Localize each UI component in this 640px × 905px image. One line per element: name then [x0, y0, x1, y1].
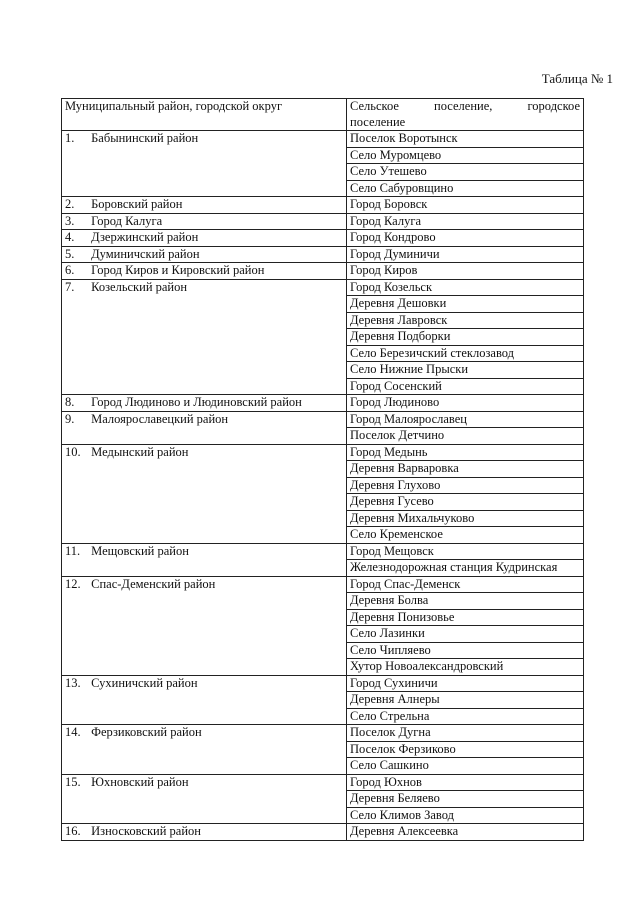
district-number: 12. — [65, 576, 81, 591]
settlement-name: Село Кременское — [350, 527, 443, 541]
settlement-cell — [347, 395, 584, 412]
settlement-cell — [347, 197, 584, 214]
district-name: Медынский район — [91, 444, 189, 459]
district-number: 9. — [65, 411, 75, 426]
settlement-name: Село Сабуровщино — [350, 180, 454, 195]
settlement-cell — [347, 477, 584, 494]
district-name: Износковский район — [91, 824, 201, 838]
district-number: 4. — [65, 230, 75, 244]
district-number: 1. — [65, 131, 75, 145]
district-name: Думиничский район — [91, 246, 200, 261]
settlement-cell — [347, 609, 584, 626]
table-row — [62, 774, 584, 791]
settlement-name: Село Березичский стеклозавод — [350, 345, 515, 360]
settlement-cell — [347, 725, 584, 742]
settlement-name: Село Стрельна — [350, 708, 430, 723]
settlement-cell — [347, 263, 584, 280]
district-name: Ферзиковский район — [91, 725, 202, 739]
settlement-name: Город Малоярославец — [350, 411, 467, 426]
header-settlement-line1: Сельское поселение, городское — [350, 99, 580, 113]
settlement-cell — [347, 807, 584, 824]
table-row — [62, 824, 584, 841]
table-row — [62, 576, 584, 593]
settlement-cell — [347, 345, 584, 362]
table-row — [62, 411, 584, 428]
district-cell — [62, 131, 347, 197]
settlement-cell — [347, 774, 584, 791]
table-row — [62, 230, 584, 247]
settlement-name: Город Козельск — [350, 279, 433, 294]
settlement-cell — [347, 543, 584, 560]
district-number: 6. — [65, 263, 75, 277]
settlement-name: Город Мещовск — [350, 543, 434, 558]
settlement-cell — [347, 692, 584, 709]
settlement-cell — [347, 131, 584, 148]
settlement-name: Деревня Гусево — [350, 494, 434, 508]
district-cell — [62, 824, 347, 841]
settlement-cell — [347, 824, 584, 841]
district-name: Спас-Деменский район — [91, 576, 216, 591]
district-cell — [62, 576, 347, 675]
settlement-name: Хутор Новоалександровский — [350, 659, 504, 673]
district-number: 2. — [65, 197, 75, 211]
settlement-cell — [347, 411, 584, 428]
district-name: Мещовский район — [91, 543, 189, 558]
table-row — [62, 131, 584, 148]
settlement-cell — [347, 296, 584, 313]
table-row — [62, 725, 584, 742]
header-district — [62, 99, 347, 131]
settlement-name: Деревня Дешовки — [350, 296, 447, 310]
district-name: Бабынинский район — [91, 131, 199, 145]
district-cell — [62, 543, 347, 576]
district-cell — [62, 263, 347, 280]
district-cell — [62, 279, 347, 395]
settlement-name: Деревня Михальчуково — [350, 510, 475, 525]
settlement-cell — [347, 147, 584, 164]
header-row — [62, 99, 584, 131]
settlement-cell — [347, 230, 584, 247]
settlement-cell — [347, 675, 584, 692]
district-number: 8. — [65, 395, 75, 409]
district-cell — [62, 246, 347, 263]
table-row — [62, 444, 584, 461]
settlement-name: Село Сашкино — [350, 758, 429, 772]
settlement-name: Город Кондрово — [350, 230, 436, 244]
settlement-cell — [347, 444, 584, 461]
table-row — [62, 279, 584, 296]
settlement-cell — [347, 659, 584, 676]
district-number: 13. — [65, 675, 81, 690]
settlement-name: Деревня Беляево — [350, 791, 440, 805]
district-cell — [62, 230, 347, 247]
district-cell — [62, 725, 347, 775]
settlement-name: Деревня Алнеры — [350, 692, 440, 706]
settlement-cell — [347, 279, 584, 296]
settlement-name: Город Калуга — [350, 213, 421, 228]
district-name: Город Людиново и Людиновский район — [91, 395, 302, 409]
table-row — [62, 263, 584, 280]
settlement-name: Город Думиничи — [350, 246, 440, 261]
settlement-name: Село Климов Завод — [350, 807, 454, 822]
district-number: 11. — [65, 543, 81, 558]
table-row — [62, 395, 584, 412]
table-row — [62, 213, 584, 230]
settlement-name: Поселок Воротынск — [350, 131, 458, 145]
table-label: Таблица № 1 — [541, 71, 613, 86]
header-settlement-line2: поселение — [350, 114, 406, 129]
settlement-cell — [347, 164, 584, 181]
settlement-cell — [347, 642, 584, 659]
district-number: 14. — [65, 725, 81, 739]
settlement-cell — [347, 329, 584, 346]
settlement-name: Село Муромцево — [350, 147, 442, 162]
settlement-name: Село Нижние Прыски — [350, 362, 469, 376]
settlement-cell — [347, 428, 584, 445]
settlement-cell — [347, 510, 584, 527]
settlement-name: Деревня Глухово — [350, 477, 441, 492]
settlement-name: Город Сухиничи — [350, 675, 438, 690]
settlement-name: Деревня Болва — [350, 593, 429, 607]
settlement-cell — [347, 758, 584, 775]
settlement-name: Город Боровск — [350, 197, 428, 211]
settlement-cell — [347, 626, 584, 643]
district-cell — [62, 675, 347, 725]
settlement-cell — [347, 527, 584, 544]
table-body — [62, 99, 584, 841]
district-name: Козельский район — [91, 279, 188, 294]
table-row — [62, 543, 584, 560]
district-number: 7. — [65, 279, 75, 294]
settlement-cell — [347, 593, 584, 610]
district-number: 16. — [65, 824, 81, 838]
settlement-cell — [347, 560, 584, 577]
settlement-cell — [347, 461, 584, 478]
settlement-name: Город Сосенский — [350, 378, 442, 393]
table-row — [62, 246, 584, 263]
district-name: Боровский район — [91, 197, 183, 211]
settlement-cell — [347, 741, 584, 758]
settlement-name: Город Медынь — [350, 444, 428, 459]
settlement-name: Деревня Подборки — [350, 329, 451, 343]
district-name: Юхновский район — [91, 774, 189, 789]
district-number: 15. — [65, 774, 81, 789]
settlement-cell — [347, 708, 584, 725]
district-cell — [62, 197, 347, 214]
header-district-label: Муниципальный район, городской округ — [65, 99, 283, 113]
settlement-cell — [347, 494, 584, 511]
settlement-cell — [347, 213, 584, 230]
district-name: Дзержинский район — [91, 230, 199, 244]
settlement-name: Поселок Ферзиково — [350, 741, 456, 756]
districts-table — [61, 98, 584, 841]
settlement-name: Город Киров — [350, 263, 418, 277]
district-name: Малоярославецкий район — [91, 411, 229, 426]
district-name: Город Киров и Кировский район — [91, 263, 265, 277]
district-cell — [62, 213, 347, 230]
settlement-name: Деревня Понизовье — [350, 609, 455, 624]
district-number: 10. — [65, 444, 81, 459]
table-row — [62, 675, 584, 692]
settlement-cell — [347, 576, 584, 593]
settlement-name: Поселок Детчино — [350, 428, 445, 442]
district-number: 3. — [65, 213, 75, 228]
settlement-name: Село Лазинки — [350, 626, 425, 640]
table-row — [62, 197, 584, 214]
settlement-name: Деревня Лавровск — [350, 312, 448, 327]
settlement-name: Город Спас-Деменск — [350, 576, 461, 591]
settlement-name: Город Людиново — [350, 395, 440, 409]
settlement-cell — [347, 791, 584, 808]
header-settlement — [347, 99, 584, 131]
settlement-cell — [347, 378, 584, 395]
settlement-name: Железнодорожная станция Кудринская — [350, 560, 558, 574]
district-cell — [62, 444, 347, 543]
settlement-name: Поселок Дугна — [350, 725, 431, 739]
settlement-cell — [347, 246, 584, 263]
settlement-cell — [347, 180, 584, 197]
district-name: Город Калуга — [91, 213, 163, 228]
settlement-name: Село Утешево — [350, 164, 427, 178]
settlement-cell — [347, 312, 584, 329]
district-name: Сухиничский район — [91, 675, 198, 690]
district-number: 5. — [65, 246, 75, 261]
district-cell — [62, 411, 347, 444]
settlement-name: Село Чипляево — [350, 642, 431, 657]
district-cell — [62, 774, 347, 824]
settlement-name: Деревня Алексеевка — [350, 824, 459, 838]
settlement-name: Город Юхнов — [350, 774, 422, 789]
district-cell — [62, 395, 347, 412]
settlement-cell — [347, 362, 584, 379]
settlement-name: Деревня Варваровка — [350, 461, 459, 475]
